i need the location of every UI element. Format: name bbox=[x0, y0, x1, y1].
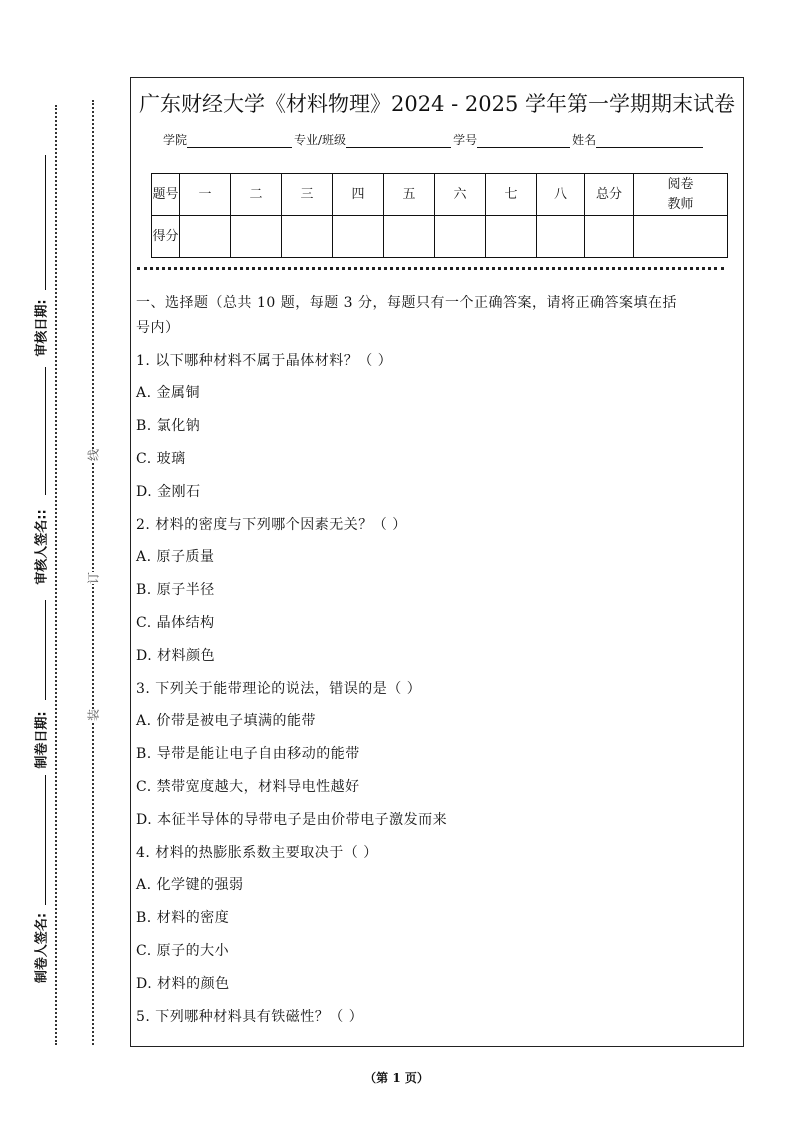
field-label-major: 专业/班级 bbox=[294, 133, 347, 147]
column-header: 四 bbox=[333, 174, 384, 216]
binding-char: 装 bbox=[86, 708, 101, 722]
maker-sign-label: 制卷人签名: bbox=[34, 912, 50, 984]
column-header: 八 bbox=[537, 174, 585, 216]
score-cell[interactable] bbox=[486, 216, 537, 258]
answer-option: B. 导带是能让电子自由移动的能带 bbox=[136, 746, 360, 763]
column-header: 总分 bbox=[585, 174, 634, 216]
signature-line bbox=[45, 155, 46, 290]
field-label-name: 姓名 bbox=[572, 133, 597, 147]
answer-option: B. 材料的密度 bbox=[136, 910, 230, 927]
answer-option: A. 原子质量 bbox=[136, 549, 215, 566]
section-heading: 号内） bbox=[136, 319, 180, 336]
score-cell[interactable] bbox=[585, 216, 634, 258]
score-cell[interactable] bbox=[282, 216, 333, 258]
answer-option: C. 禁带宽度越大，材料导电性越好 bbox=[136, 779, 360, 795]
college-blank[interactable] bbox=[187, 133, 292, 148]
binding-char: 订 bbox=[86, 571, 101, 585]
signature-line bbox=[45, 775, 46, 905]
column-header: 五 bbox=[384, 174, 435, 216]
row-head: 得分 bbox=[152, 216, 180, 258]
score-cell[interactable] bbox=[537, 216, 585, 258]
answer-option: C. 原子的大小 bbox=[136, 943, 230, 959]
review-date-label: 审核日期: bbox=[34, 299, 50, 357]
major-blank[interactable] bbox=[346, 133, 451, 148]
section-divider bbox=[137, 267, 724, 270]
signature-line bbox=[45, 600, 46, 700]
binding-char: 线 bbox=[86, 448, 101, 462]
name-blank[interactable] bbox=[596, 133, 703, 148]
column-header: 一 bbox=[180, 174, 231, 216]
score-cell[interactable] bbox=[180, 216, 231, 258]
answer-option: D. 金刚石 bbox=[136, 483, 201, 500]
section-heading: 一、选择题（总共 10 题，每题 3 分，每题只有一个正确答案，请将正确答案填在括 bbox=[136, 295, 678, 311]
answer-option: D. 材料的颜色 bbox=[136, 975, 230, 992]
column-header: 六 bbox=[435, 174, 486, 216]
score-table bbox=[151, 173, 728, 258]
answer-option: A. 金属铜 bbox=[136, 385, 201, 402]
score-cell[interactable] bbox=[231, 216, 282, 258]
column-header: 二 bbox=[231, 174, 282, 216]
exam-title: 广东财经大学《材料物理》2024 - 2025 学年第一学期期末试卷 bbox=[138, 92, 735, 116]
field-label-college: 学院 bbox=[163, 133, 188, 147]
question-text: 1. 以下哪种材料不属于晶体材料？（ ） bbox=[136, 352, 393, 369]
question-text: 4. 材料的热膨胀系数主要取决于（ ） bbox=[136, 844, 378, 861]
signature-line bbox=[45, 367, 46, 495]
column-header: 阅卷教师 bbox=[634, 174, 728, 216]
id-blank[interactable] bbox=[477, 133, 570, 148]
column-header: 七 bbox=[486, 174, 537, 216]
score-cell[interactable] bbox=[435, 216, 486, 258]
answer-option: D. 材料颜色 bbox=[136, 647, 216, 664]
answer-option: A. 化学键的强弱 bbox=[136, 877, 244, 894]
answer-option: C. 晶体结构 bbox=[136, 615, 215, 631]
binding-dotted-line bbox=[55, 105, 57, 1045]
question-text: 3. 下列关于能带理论的说法，错误的是（ ） bbox=[136, 680, 422, 697]
student-info bbox=[163, 131, 705, 148]
question-text: 2. 材料的密度与下列哪个因素无关？（ ） bbox=[136, 516, 407, 533]
field-label-id: 学号 bbox=[453, 133, 478, 147]
answer-option: A. 价带是被电子填满的能带 bbox=[136, 713, 317, 730]
page-number: （第 1 页） bbox=[364, 1071, 429, 1085]
answer-option: D. 本征半导体的导带电子是由价带电子激发而来 bbox=[136, 811, 448, 828]
question-text: 5. 下列哪种材料具有铁磁性？（ ） bbox=[136, 1008, 364, 1025]
reviewer-sign-label: 审核人签名:: bbox=[34, 509, 50, 585]
answer-option: C. 玻璃 bbox=[136, 451, 186, 467]
score-cell[interactable] bbox=[634, 216, 728, 258]
answer-option: B. 原子半径 bbox=[136, 582, 215, 599]
make-date-label: 制卷日期: bbox=[34, 711, 50, 769]
answer-option: B. 氯化钠 bbox=[136, 418, 201, 435]
column-header: 三 bbox=[282, 174, 333, 216]
row-head: 题号 bbox=[152, 174, 180, 216]
score-cell[interactable] bbox=[333, 216, 384, 258]
score-cell[interactable] bbox=[384, 216, 435, 258]
